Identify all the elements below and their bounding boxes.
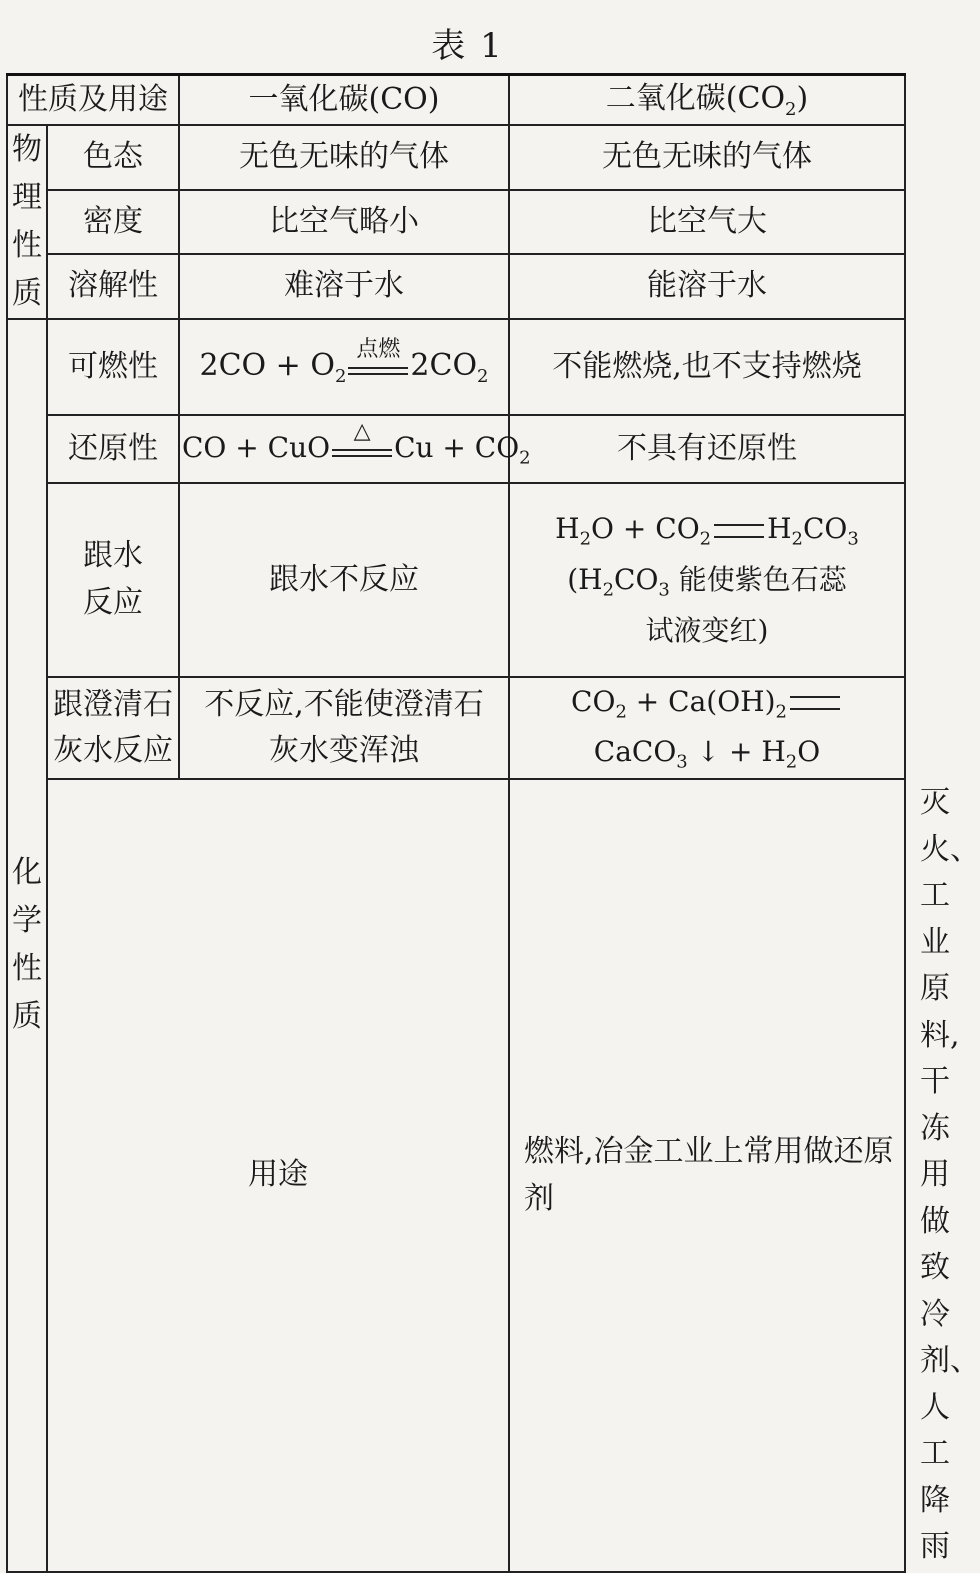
row-limewater xyxy=(7,677,905,779)
row-color xyxy=(7,125,905,190)
row-label: 密度 xyxy=(47,190,179,255)
table-caption: 表 1 xyxy=(431,26,504,66)
row-label: 用途 xyxy=(47,779,509,1572)
group-physical: 物 理 性 质 xyxy=(7,125,47,319)
combustion-equation: $2CO + O_2$ 点燃 $2CO_2$ xyxy=(179,319,509,415)
row-label: 溶解性 xyxy=(47,254,179,319)
header-co: 一氧化碳(CO) xyxy=(179,75,509,125)
row-label: 可燃性 xyxy=(47,319,179,415)
cell-co: 燃料,冶金工业上常用做还原剂 xyxy=(509,779,905,1572)
co-co2-comparison-table xyxy=(6,73,980,1573)
row-label: 跟澄清石灰水反应 xyxy=(47,677,179,779)
row-reducibility xyxy=(7,415,905,483)
carbonic-acid-equation: $H_2O + CO_2$ $H_2CO_3$ xyxy=(555,512,859,550)
cell-co: 难溶于水 xyxy=(179,254,509,319)
row-label: 还原性 xyxy=(47,415,179,483)
cell-co2: 无色无味的气体 xyxy=(509,125,905,190)
cell-co2: 不能燃烧,也不支持燃烧 xyxy=(509,319,905,415)
row-uses: 用途 燃料,冶金工业上常用做还原剂 灭火、工业原料,干冻用做致冷剂、人工降雨 xyxy=(7,779,905,1572)
limewater-equation-line1: $CO_2 + Ca(OH)_2$ xyxy=(514,678,900,728)
cell-co2 xyxy=(509,677,905,779)
cell-co: 跟水不反应 xyxy=(179,483,509,677)
cell-co: 不反应,不能使澄清石灰水变浑浊 xyxy=(179,677,509,779)
reduction-equation: CO + CuO △ $Cu + CO_2$ xyxy=(179,415,509,483)
reaction-condition: 点燃 xyxy=(348,347,408,387)
cell-co: 无色无味的气体 xyxy=(179,125,509,190)
heat-condition: △ xyxy=(332,429,392,469)
header-co2: 二氧化碳$(CO_2)$ xyxy=(509,75,905,125)
litmus-note: ($H_2CO_3$ 能使紫色石蕊试液变红) xyxy=(567,563,847,648)
group-chemical: 化 学 性 质 xyxy=(7,319,47,1572)
header-row xyxy=(7,75,905,125)
row-solubility xyxy=(7,254,905,319)
row-density xyxy=(7,190,905,255)
limewater-equation-line2: CaCO$_3$ ↓ + $H_2O$ xyxy=(593,735,821,773)
row-label: 跟水反应 xyxy=(47,483,179,677)
cell-co2 xyxy=(509,483,905,677)
header-property: 性质及用途 xyxy=(7,75,179,125)
row-water xyxy=(7,483,905,677)
cell-co2: 不具有还原性 xyxy=(509,415,905,483)
row-label: 色态 xyxy=(47,125,179,190)
cell-co2: 能溶于水 xyxy=(509,254,905,319)
cell-co: 比空气略小 xyxy=(179,190,509,255)
cell-co2: 比空气大 xyxy=(509,190,905,255)
row-flammability xyxy=(7,319,905,415)
